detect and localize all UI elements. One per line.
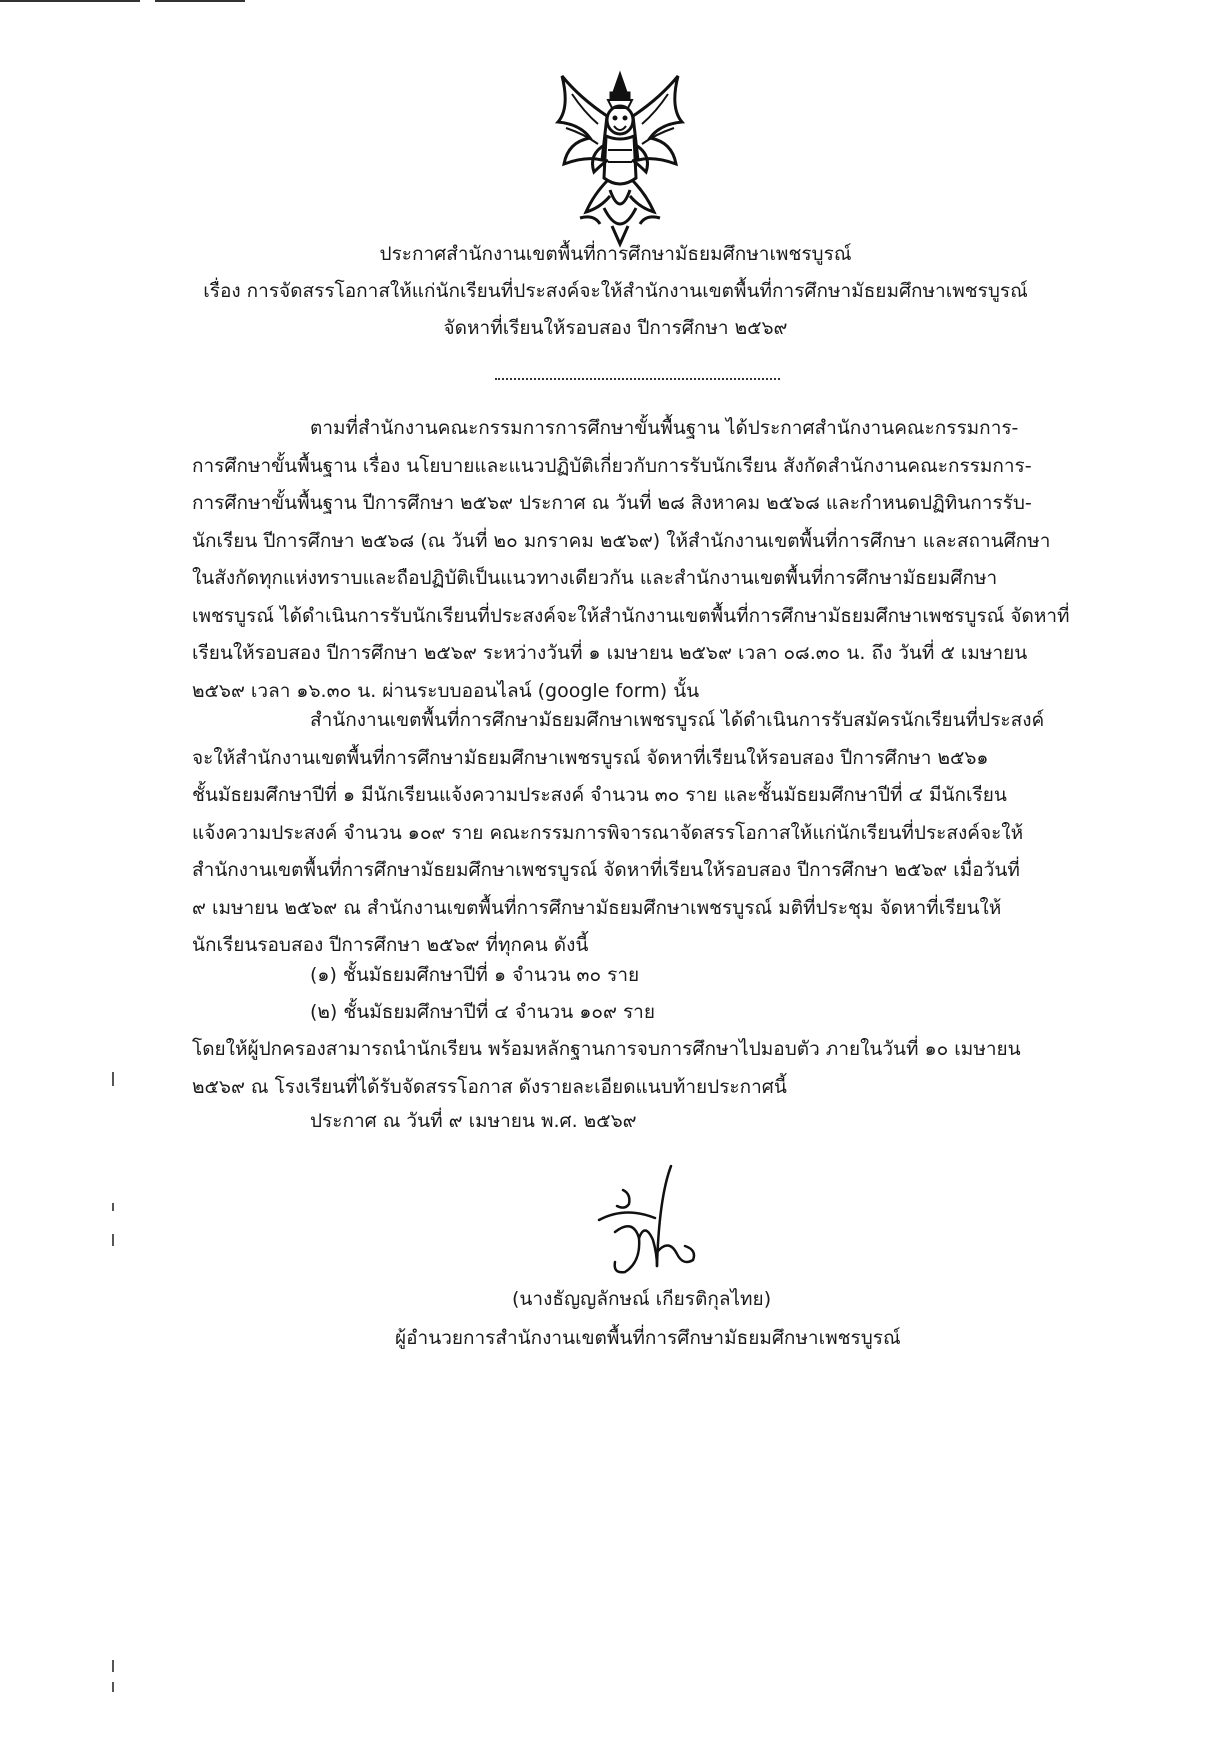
scan-artifact bbox=[155, 0, 245, 2]
paragraph-line: ๒๕๖๙ เวลา ๑๖.๓๐ น. ผ่านระบบออนไลน์ (google form) นั้น bbox=[192, 679, 700, 702]
paragraph-line: สำนักงานเขตพื้นที่การศึกษามัธยมศึกษาเพชรบูรณ์ จัดหาที่เรียนให้รอบสอง ปีการศึกษา ๒๕๖๙ เมื่อวันที่ bbox=[192, 859, 1020, 881]
paragraph-line: ตามที่สำนักงานคณะกรรมการการศึกษาขั้นพื้นฐาน ได้ประกาศสำนักงานคณะกรรมการ- bbox=[310, 417, 1019, 439]
paragraph-line: เพชรบูรณ์ ได้ดำเนินการรับนักเรียนที่ประสงค์จะให้สำนักงานเขตพื้นที่การศึกษามัธยมศึกษาเพชรบูรณ์ จัดหาที่ bbox=[192, 604, 1070, 627]
header-subject: เรื่อง การจัดสรรโอกาสให้แก่นักเรียนที่ประสงค์จะให้สำนักงานเขตพื้นที่การศึกษามัธยมศึกษาเพชรบูรณ์ bbox=[203, 280, 1028, 302]
signer-name: (นางธัญญลักษณ์ เกียรติกุลไทย) bbox=[512, 1288, 772, 1310]
paragraph-line: สำนักงานเขตพื้นที่การศึกษามัธยมศึกษาเพชรบูรณ์ ได้ดำเนินการรับสมัครนักเรียนที่ประสงค์ bbox=[310, 709, 1045, 731]
paragraph-line: การศึกษาขั้นพื้นฐาน ปีการศึกษา ๒๕๖๙ ประกาศ ณ วันที่ ๒๘ สิงหาคม ๒๕๖๘ และกำหนดปฏิทินการรับ- bbox=[192, 492, 1032, 514]
scan-artifact bbox=[112, 1660, 114, 1672]
announce-date: ประกาศ ณ วันที่ ๙ เมษายน พ.ศ. ๒๕๖๙ bbox=[310, 1110, 637, 1132]
paragraph-line: โดยให้ผู้ปกครองสามารถนำนักเรียน พร้อมหลักฐานการจบการศึกษาไปมอบตัว ภายในวันที่ ๑๐ เมษายน bbox=[192, 1038, 1021, 1060]
paragraph-2 bbox=[192, 702, 1092, 965]
scan-artifact bbox=[112, 1682, 114, 1692]
paragraph-line: ๙ เมษายน ๒๕๖๙ ณ สำนักงานเขตพื้นที่การศึกษามัธยมศึกษาเพชรบูรณ์ มติที่ประชุม จัดหาที่เรียนให้ bbox=[192, 896, 1002, 919]
header-divider bbox=[495, 378, 780, 380]
paragraph-line: ในสังกัดทุกแห่งทราบและถือปฏิบัติเป็นแนวทางเดียวกัน และสำนักงานเขตพื้นที่การศึกษามัธยมศึกษา bbox=[192, 567, 998, 589]
scan-artifact bbox=[0, 0, 140, 2]
document-header bbox=[0, 236, 1231, 347]
scan-artifact bbox=[112, 1203, 114, 1211]
paragraph-line: ชั้นมัธยมศึกษาปีที่ ๑ มีนักเรียนแจ้งความประสงค์ จำนวน ๓๐ ราย และชั้นมัธยมศึกษาปีที่ ๔ มีนักเรียน bbox=[192, 784, 1007, 806]
garuda-emblem-icon bbox=[550, 68, 690, 248]
header-title: ประกาศสำนักงานเขตพื้นที่การศึกษามัธยมศึกษาเพชรบูรณ์ bbox=[379, 243, 852, 265]
header-subject-cont: จัดหาที่เรียนให้รอบสอง ปีการศึกษา ๒๕๖๙ bbox=[443, 317, 788, 339]
paragraph-3 bbox=[192, 1031, 1092, 1106]
paragraph-line: การศึกษาขั้นพื้นฐาน เรื่อง นโยบายและแนวปฏิบัติเกี่ยวกับการรับนักเรียน สังกัดสำนักงานคณะกรรมการ- bbox=[192, 454, 1032, 477]
paragraph-line: แจ้งความประสงค์ จำนวน ๑๐๙ ราย คณะกรรมการพิจารณาจัดสรรโอกาสให้แก่นักเรียนที่ประสงค์จะให้ bbox=[192, 821, 1024, 844]
scan-artifact bbox=[112, 1072, 114, 1086]
paragraph-line: นักเรียนรอบสอง ปีการศึกษา ๒๕๖๙ ที่ทุกคน ดังนี้ bbox=[192, 934, 589, 956]
handwritten-signature-icon bbox=[585, 1158, 715, 1288]
list-item: (๒) ชั้นมัธยมศึกษาปีที่ ๔ จำนวน ๑๐๙ ราย bbox=[310, 1001, 655, 1023]
list-item: (๑) ชั้นมัธยมศึกษาปีที่ ๑ จำนวน ๓๐ ราย bbox=[310, 964, 640, 986]
scan-artifact bbox=[112, 1234, 114, 1246]
signer-position: ผู้อำนวยการสำนักงานเขตพื้นที่การศึกษามัธยมศึกษาเพชรบูรณ์ bbox=[395, 1327, 901, 1349]
paragraph-line: ๒๕๖๙ ณ โรงเรียนที่ได้รับจัดสรรโอกาส ดังรายละเอียดแนบท้ายประกาศนี้ bbox=[192, 1075, 787, 1098]
paragraph-1 bbox=[192, 410, 1092, 710]
paragraph-line: เรียนให้รอบสอง ปีการศึกษา ๒๕๖๙ ระหว่างวันที่ ๑ เมษายน ๒๕๖๙ เวลา ๐๘.๓๐ น. ถึง วันที่ ๕ เมษายน bbox=[192, 642, 1028, 664]
paragraph-line: จะให้สำนักงานเขตพื้นที่การศึกษามัธยมศึกษาเพชรบูรณ์ จัดหาที่เรียนให้รอบสอง ปีการศึกษา ๒๕๖๑ bbox=[192, 746, 989, 769]
paragraph-line: นักเรียน ปีการศึกษา ๒๕๖๘ (ณ วันที่ ๒๐ มกราคม ๒๕๖๙) ให้สำนักงานเขตพื้นที่การศึกษา และสถานศึกษา bbox=[192, 529, 1051, 552]
